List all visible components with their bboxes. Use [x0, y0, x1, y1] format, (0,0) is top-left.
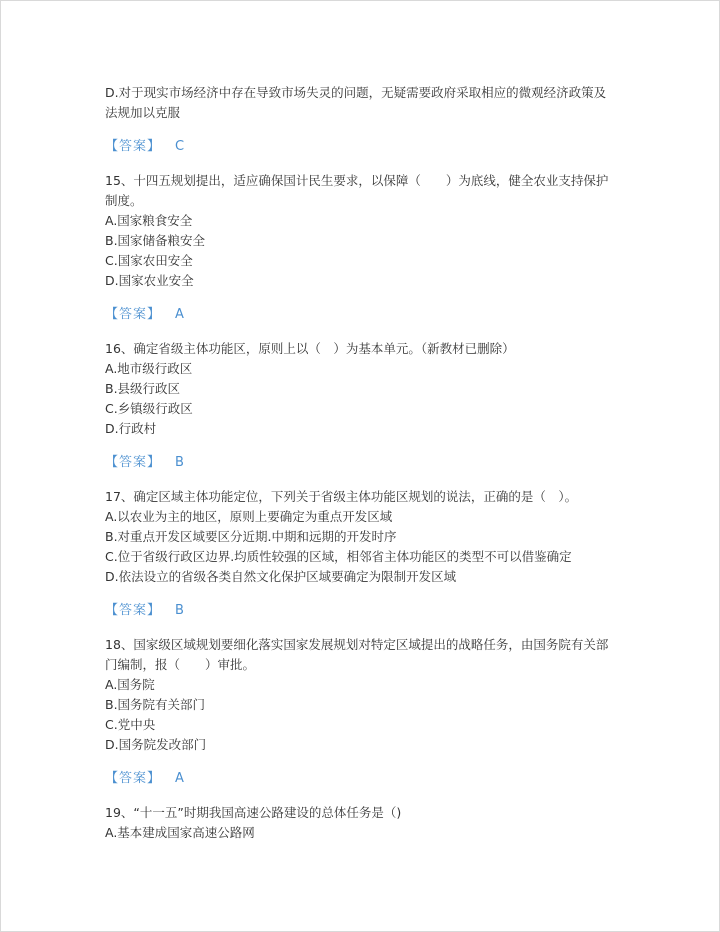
option-b: B.国务院有关部门: [105, 697, 206, 712]
question-stem: 19、“十一五”时期我国高速公路建设的总体任务是（): [105, 805, 402, 820]
answer-value: C: [175, 139, 186, 154]
option-b: B.对重点开发区域要区分近期.中期和远期的开发时序: [105, 529, 397, 544]
q14-option-d: D.对于现实市场经济中存在导致市场失灵的问题，无疑需要政府采取相应的微观经济政策及法规加以克服: [105, 85, 607, 120]
answer-value: A: [175, 771, 185, 786]
answer-label: 【答案】: [105, 139, 162, 154]
option-d: D.依法设立的省级各类自然文化保护区域要确定为限制开发区域: [105, 569, 457, 584]
question-answer: [105, 769, 615, 789]
answer-label: 【答案】: [105, 603, 162, 618]
question-answer: [105, 453, 615, 473]
answer-value: B: [175, 455, 185, 470]
question-19: [105, 803, 615, 843]
question-stem: 18、国家级区域规划要细化落实国家发展规划对特定区域提出的战略任务，由国务院有关部门编制，报（ ）审批。: [105, 637, 609, 672]
option-b: B.县级行政区: [105, 381, 181, 396]
answer-label: 【答案】: [105, 771, 162, 786]
option-c: C.国家农田安全: [105, 253, 193, 268]
answer-value: B: [175, 603, 185, 618]
option-c: C.党中央: [105, 717, 156, 732]
page-content: [105, 83, 615, 843]
option-d: D.行政村: [105, 421, 157, 436]
question-stem: 16、确定省级主体功能区，原则上以（ ）为基本单元。（新教材已删除）: [105, 341, 515, 356]
answer-label: 【答案】: [105, 455, 162, 470]
question-18: [105, 635, 615, 789]
question-stem: 17、确定区域主体功能定位，下列关于省级主体功能区规划的说法，正确的是（ ）。: [105, 489, 578, 504]
option-c: C.位于省级行政区边界.均质性较强的区域，相邻省主体功能区的类型不可以借鉴确定: [105, 549, 572, 564]
question-17: [105, 487, 615, 621]
answer-label: 【答案】: [105, 307, 162, 322]
question-15: [105, 171, 615, 325]
option-c: C.乡镇级行政区: [105, 401, 193, 416]
option-d: D.国家农业安全: [105, 273, 194, 288]
q14-answer: [105, 137, 615, 157]
option-a: A.国务院: [105, 677, 155, 692]
question-answer: [105, 601, 615, 621]
option-a: A.地市级行政区: [105, 361, 193, 376]
question-stem: 15、十四五规划提出，适应确保国计民生要求，以保障（ ）为底线，健全农业支持保护制度。: [105, 173, 609, 208]
option-a: A.基本建成国家高速公路网: [105, 825, 255, 840]
option-a: A.以农业为主的地区，原则上要确定为重点开发区域: [105, 509, 393, 524]
option-a: A.国家粮食安全: [105, 213, 193, 228]
question-16: [105, 339, 615, 473]
option-d: D.国务院发改部门: [105, 737, 207, 752]
option-b: B.国家储备粮安全: [105, 233, 206, 248]
answer-value: A: [175, 307, 185, 322]
question-answer: [105, 305, 615, 325]
